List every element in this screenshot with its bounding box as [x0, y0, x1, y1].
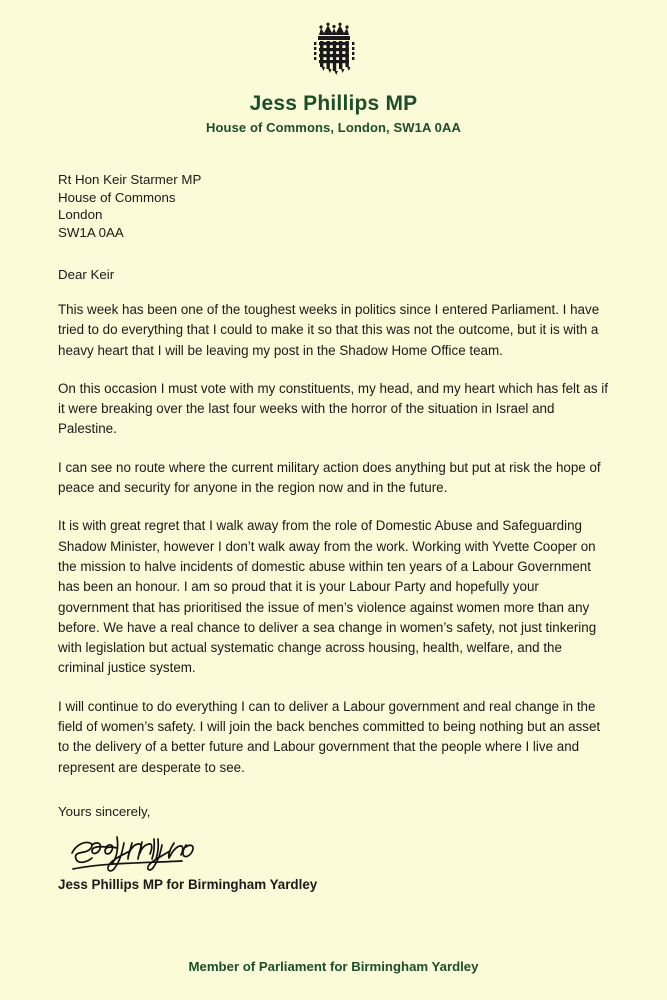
recipient-address-block	[58, 171, 609, 241]
signature-name: Jess Phillips MP for Birmingham Yardley	[58, 876, 318, 892]
recipient-line-1: Rt Hon Keir Starmer MP	[58, 172, 202, 187]
signoff: Yours sincerely,	[58, 803, 151, 819]
letterhead-address: House of Commons, London, SW1A 0AA	[206, 120, 461, 135]
recipient-line-2: House of Commons	[58, 189, 176, 205]
letter-paragraph-2: On this occasion I must vote with my constituents, my head, and my heart which has felt as if it were breaking over the last four weeks with the horror of the situation in Israel and Palestine.	[58, 380, 609, 437]
letter-paragraph-4: It is with great regret that I walk away from the role of Domestic Abuse and Safeguarding Shadow Minister, however I don’t walk away from the work. Working with Yvette Cooper on the mission to halve incidents of domestic abuse within ten years of a Labour Government has been an honour. I am so proud that it is your Labour Party and hopefully your government that has prioritised the issue of men’s violence against women more than any before. We have a real chance to deliver a sea change in women’s safety, not just tinkering with legislation but actual systematic change across housing, health, welfare, and the criminal justice system.	[58, 518, 597, 676]
letterhead	[0, 0, 667, 135]
footer-text: Member of Parliament for Birmingham Yardley	[188, 959, 479, 974]
signature-image	[58, 823, 609, 875]
recipient-line-3: London	[58, 207, 103, 222]
letter-paragraph-5: I will continue to do everything I can to deliver a Labour government and real change in the field of women’s safety. I will join the back benches committed to being nothing but an asset to the delivery of a better future and Labour government that the people where I live and represent are desperate to see.	[58, 698, 601, 775]
letter-paragraph-3: I can see no route where the current military action does anything but put at risk the hope of peace and security for anyone in the region now and in the future.	[58, 459, 601, 496]
letter-body	[0, 171, 667, 892]
recipient-line-4: SW1A 0AA	[58, 224, 124, 240]
salutation: Dear Keir	[58, 267, 115, 282]
letter-paragraph-1: This week has been one of the toughest weeks in politics since I entered Parliament. I have tried to do everything that I could to make it so that this was not the outcome, but it is with a heavy heart that I will be leaving my post in the Shadow Home Office team.	[58, 302, 600, 358]
letterhead-name: Jess Phillips MP	[249, 92, 418, 115]
portcullis-crest-icon	[0, 22, 667, 84]
